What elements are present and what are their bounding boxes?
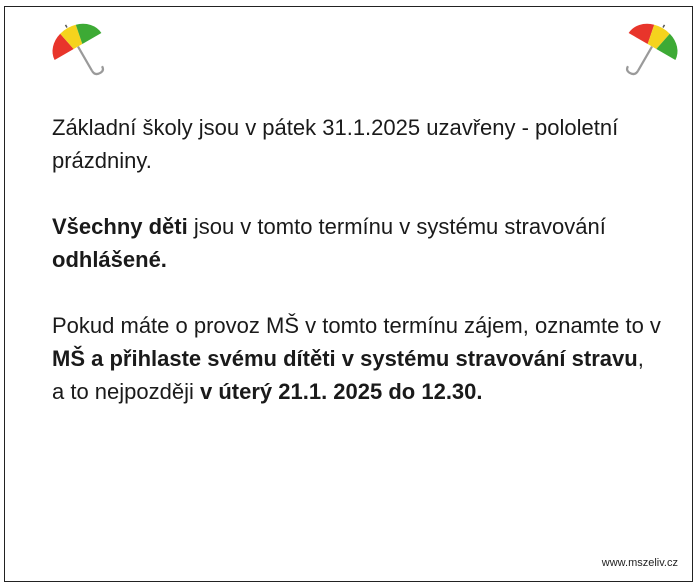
deadline-emphasis: v úterý 21.1. 2025 do 12.30. [200,379,483,404]
registration-instruction-emphasis: MŠ a přihlaste svému dítěti v systému stravování stravu [52,346,638,371]
meal-status-paragraph [52,210,662,276]
umbrella-icon [47,20,113,86]
umbrella-icon [617,20,683,86]
closure-paragraph: Základní školy jsou v pátek 31.1.2025 uzavřeny - pololetní prázdniny. [52,115,619,173]
unsubscribed-emphasis: odhlášené. [52,247,167,272]
registration-paragraph [52,309,662,408]
deadline-intro-text: , a to nejpozději [52,346,644,404]
all-children-emphasis: Všechny děti [52,214,188,239]
meal-status-text: jsou v tomto termínu v systému stravování [187,214,606,239]
website-footer: www.mszeliv.cz [601,557,678,569]
notice-body [52,111,662,408]
registration-intro-text: Pokud máte o provoz MŠ v tomto termínu zájem, oznamte to v [52,313,661,338]
notice-card [4,6,693,582]
